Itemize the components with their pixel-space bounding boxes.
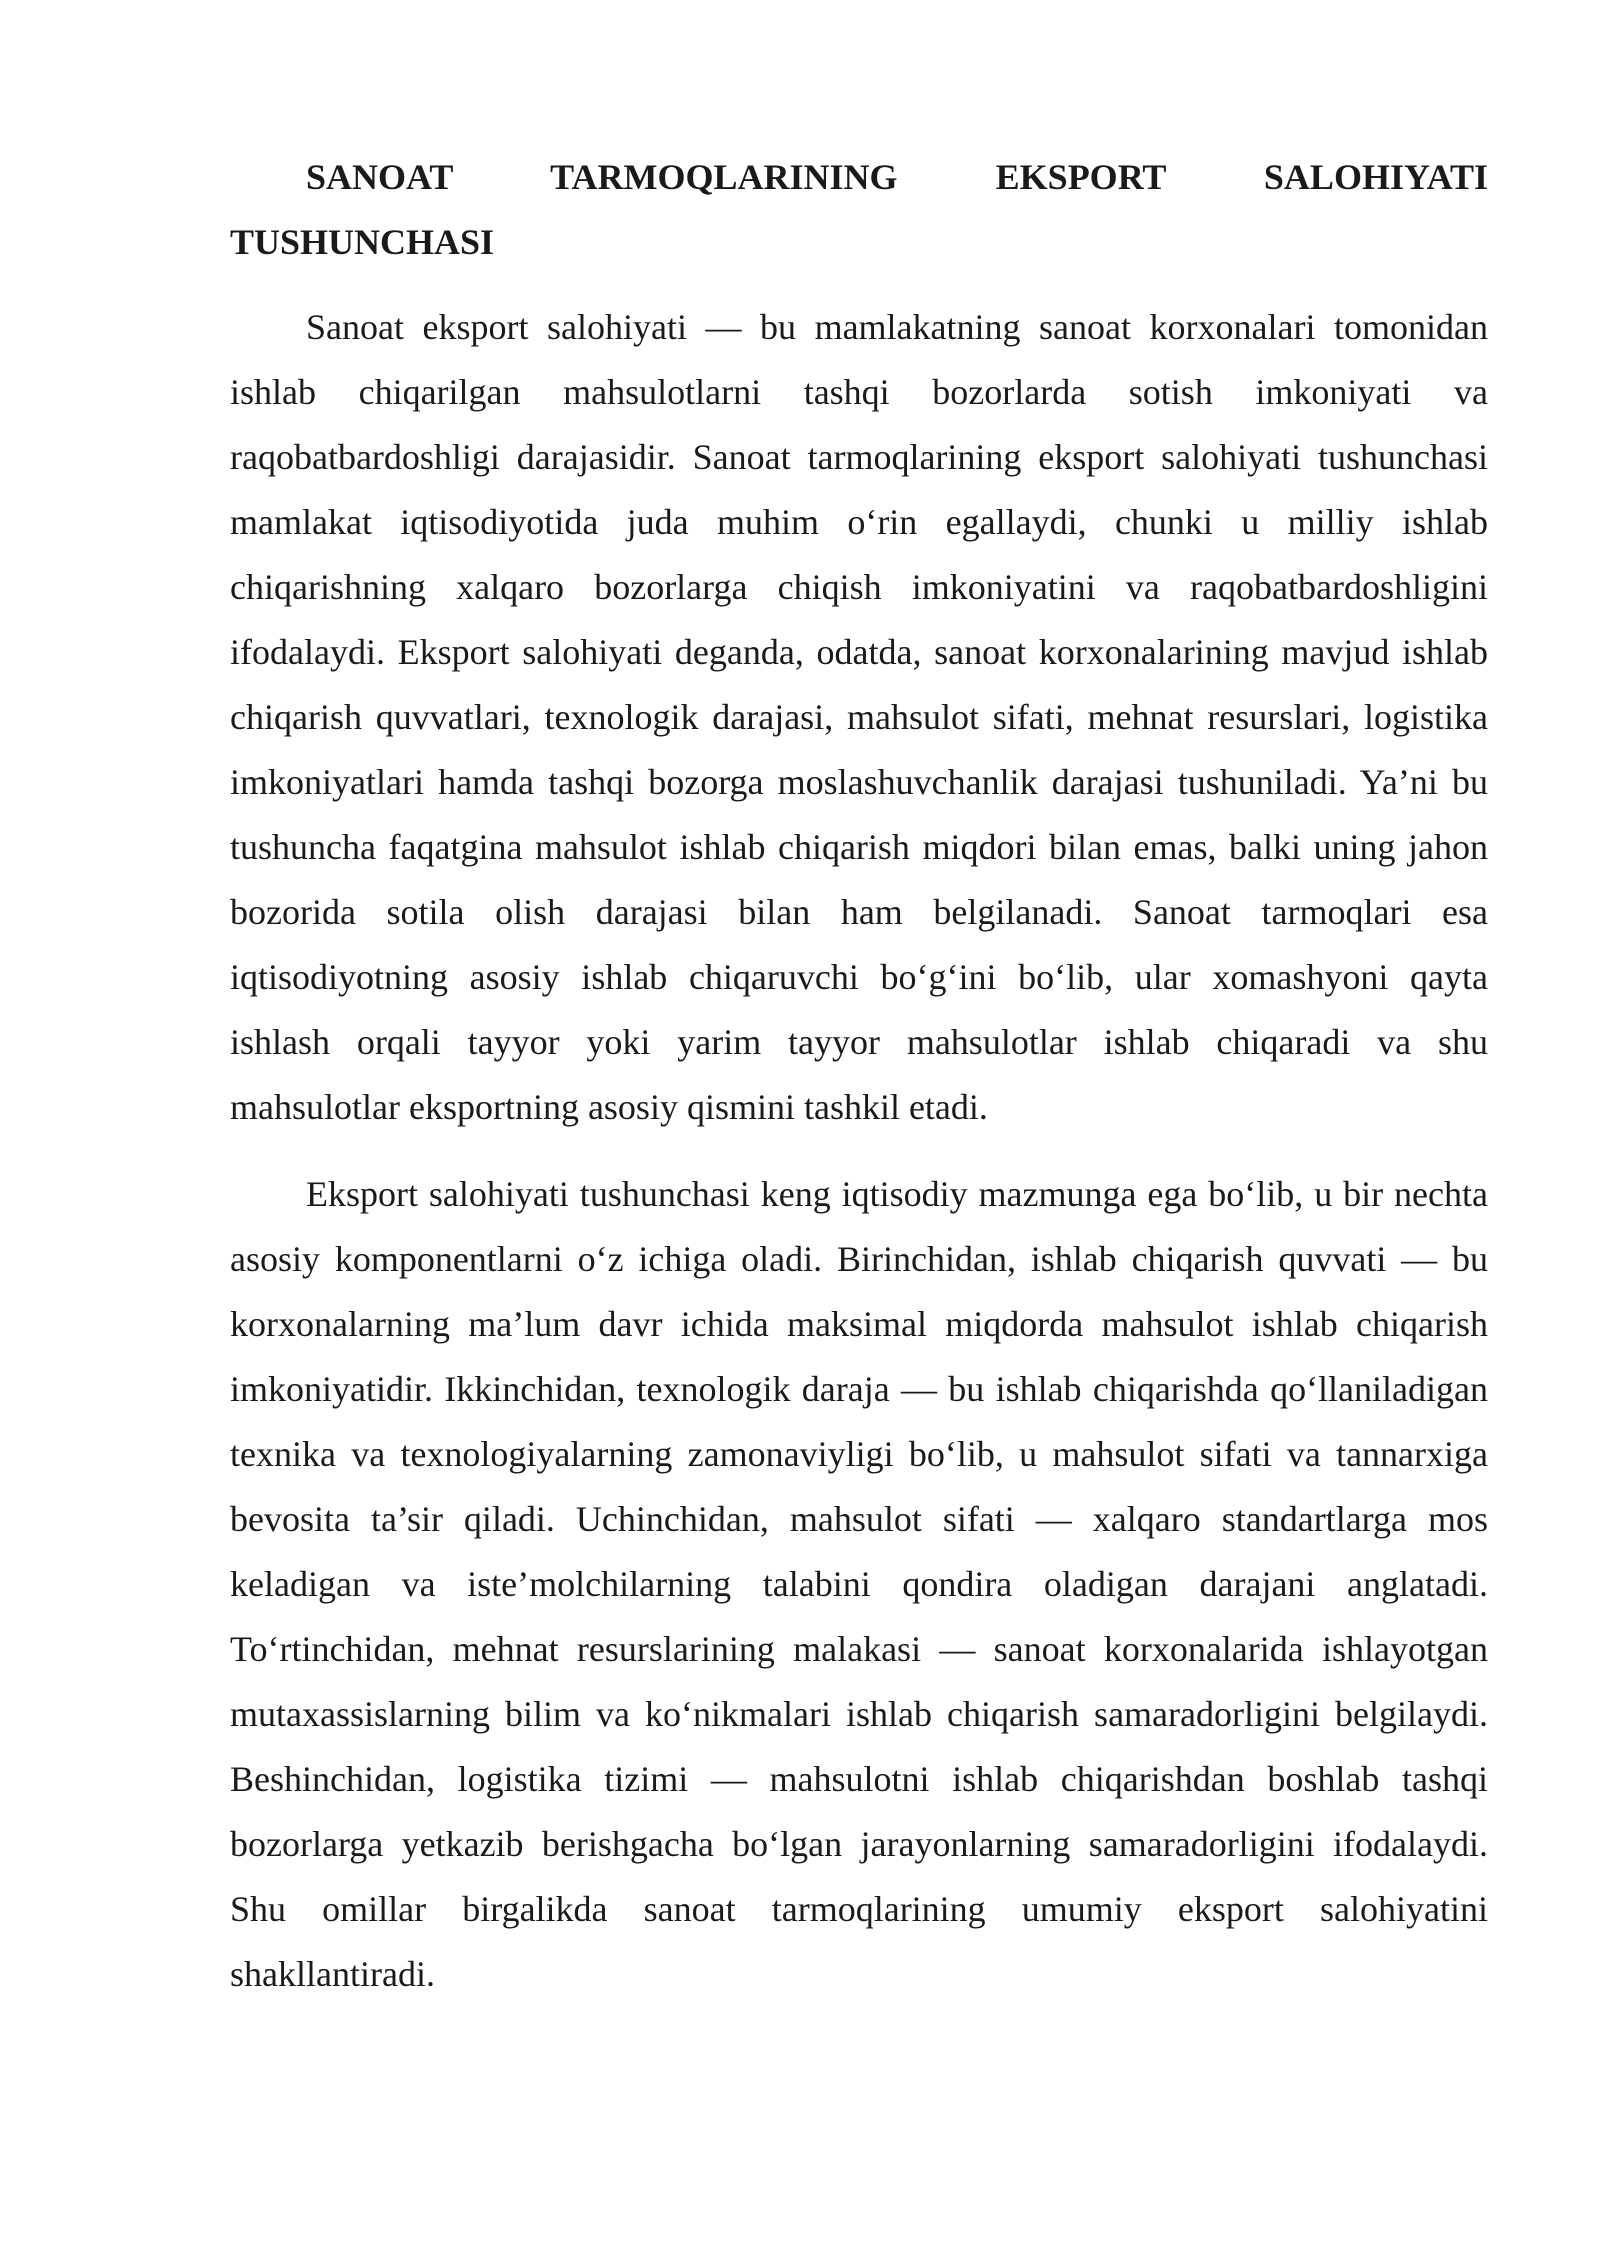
body-paragraph: Sanoat eksport salohiyati — bu mamlakatning sanoat korxonalari tomonidan ishlab chiqarilgan mahsulotlarni tashqi bozorlarda sotish imkoniyati va raqobatbardoshligi darajasidir. Sanoat tarmoqlarining eksport salohiyati tushunchasi mamlakat iqtisodiyotida juda muhim oʻrin egallaydi, chunki u milliy ishlab chiqarishning xalqaro bozorlarga chiqish imkoniyatini va raqobatbardoshligini ifodalaydi. Eksport salohiyati deganda, odatda, sanoat korxonalarining mavjud ishlab chiqarish quvvatlari, texnologik darajasi, mahsulot sifati, mehnat resurslari, logistika imkoniyatlari hamda tashqi bozorga moslashuvchanlik darajasi tushuniladi. Ya’ni bu tushuncha faqatgina mahsulot ishlab chiqarish miqdori bilan emas, balki uning jahon bozorida sotila olish darajasi bilan ham belgilanadi. Sanoat tarmoqlari esa iqtisodiyotning asosiy ishlab chiqaruvchi boʻgʻini boʻlib, ular xomashyoni qayta ishlash orqali tayyor yoki yarim tayyor mahsulotlar ishlab chiqaradi va shu mahsulotlar eksportning asosiy qismini tashkil etadi.	[230, 307, 1488, 1127]
document-title: SANOAT TARMOQLARINING EKSPORT SALOHIYATI TUSHUNCHASI	[230, 157, 1488, 262]
body-paragraph: Eksport salohiyati tushunchasi keng iqtisodiy mazmunga ega boʻlib, u bir nechta asosiy komponentlarni oʻz ichiga oladi. Birinchidan, ishlab chiqarish quvvati — bu korxonalarning ma’lum davr ichida maksimal miqdorda mahsulot ishlab chiqarish imkoniyatidir. Ikkinchidan, texnologik daraja — bu ishlab chiqarishda qoʻllaniladigan texnika va texnologiyalarning zamonaviyligi boʻlib, u mahsulot sifati va tannarxiga bevosita ta’sir qiladi. Uchinchidan, mahsulot sifati — xalqaro standartlarga mos keladigan va iste’molchilarning talabini qondira oladigan darajani anglatadi. Toʻrtinchidan, mehnat resurslarining malakasi — sanoat korxonalarida ishlayotgan mutaxassislarning bilim va koʻnikmalari ishlab chiqarish samaradorligini belgilaydi. Beshinchidan, logistika tizimi — mahsulotni ishlab chiqarishdan boshlab tashqi bozorlarga yetkazib berishgacha boʻlgan jarayonlarning samaradorligini ifodalaydi. Shu omillar birgalikda sanoat tarmoqlarining umumiy eksport salohiyatini shakllantiradi.	[230, 1174, 1488, 1994]
document-page	[230, 145, 1488, 2029]
